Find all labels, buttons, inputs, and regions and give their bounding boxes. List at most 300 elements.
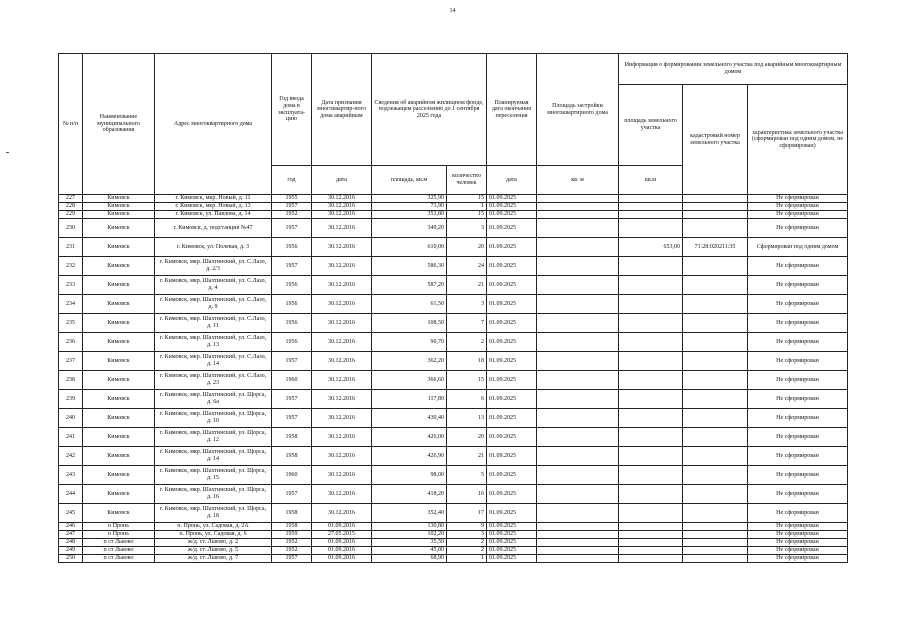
row-building-area <box>537 352 619 371</box>
row-building-area <box>537 257 619 276</box>
row-area: 610,00 <box>372 238 447 257</box>
table-row <box>59 211 848 219</box>
row-address: г. Кимовск, мкр. Шахтинский, ул. Щорса, д. 15 <box>155 466 272 485</box>
row-year: 1957 <box>272 555 312 563</box>
row-address: г. Кимовск, мкр. Шахтинский, ул. Щорса, д. 18 <box>155 504 272 523</box>
row-address: п. Пронь, ул. Садовая, д. 2А <box>155 523 272 531</box>
row-cadastral <box>683 485 748 504</box>
row-land-characteristic: Не сформирован <box>748 547 848 555</box>
row-land-area <box>619 539 683 547</box>
row-building-area <box>537 547 619 555</box>
row-number: 231 <box>59 238 83 257</box>
row-area: 587,20 <box>372 276 447 295</box>
table-row <box>59 219 848 238</box>
row-cadastral <box>683 531 748 539</box>
row-year: 1956 <box>272 295 312 314</box>
row-land-area <box>619 211 683 219</box>
row-planned-date: 01.09.2025 <box>487 390 537 409</box>
row-planned-date: 01.09.2025 <box>487 257 537 276</box>
unit-year: год <box>272 166 312 195</box>
row-land-area <box>619 314 683 333</box>
row-planned-date: 01.09.2025 <box>487 539 537 547</box>
row-municipality: Кимовск <box>83 390 155 409</box>
row-recognition-date: 30.12.2016 <box>312 371 372 390</box>
row-number: 229 <box>59 211 83 219</box>
row-area: 426,00 <box>372 428 447 447</box>
row-recognition-date: 30.12.2016 <box>312 485 372 504</box>
row-planned-date: 01.09.2025 <box>487 531 537 539</box>
row-year: 1956 <box>272 333 312 352</box>
row-building-area <box>537 238 619 257</box>
row-land-area <box>619 276 683 295</box>
row-building-area <box>537 555 619 563</box>
row-people: 3 <box>447 295 487 314</box>
row-people: 2 <box>447 333 487 352</box>
row-cadastral <box>683 466 748 485</box>
row-year: 1957 <box>272 203 312 211</box>
row-number: 239 <box>59 390 83 409</box>
row-recognition-date: 30.12.2016 <box>312 238 372 257</box>
table-row <box>59 257 848 276</box>
row-area: 418,20 <box>372 485 447 504</box>
table-row <box>59 333 848 352</box>
row-cadastral: 71:28:020211:35 <box>683 238 748 257</box>
row-land-area <box>619 504 683 523</box>
table-row <box>59 523 848 531</box>
row-address: г. Кимовск, мкр. Шахтинский, ул. Щорса, д. 14 <box>155 447 272 466</box>
row-municipality: Кимовск <box>83 447 155 466</box>
row-land-characteristic: Не сформирован <box>748 276 848 295</box>
row-area: 366,60 <box>372 371 447 390</box>
row-people: 20 <box>447 428 487 447</box>
row-cadastral <box>683 371 748 390</box>
row-municipality: п ст Львово <box>83 555 155 563</box>
row-planned-date: 01.09.2025 <box>487 447 537 466</box>
row-people: 9 <box>447 523 487 531</box>
row-planned-date: 01.09.2025 <box>487 314 537 333</box>
row-year: 1952 <box>272 211 312 219</box>
row-recognition-date: 30.12.2016 <box>312 428 372 447</box>
row-number: 242 <box>59 447 83 466</box>
row-municipality: Кимовск <box>83 485 155 504</box>
row-year: 1959 <box>272 531 312 539</box>
row-people: 24 <box>447 257 487 276</box>
row-year: 1957 <box>272 485 312 504</box>
row-people: 21 <box>447 276 487 295</box>
header-recognition-date: Дата признания многоквартир-ного дома аварийным <box>312 54 372 166</box>
row-people: 15 <box>447 195 487 203</box>
page-number: 14 <box>449 8 456 14</box>
row-year: 1957 <box>272 409 312 428</box>
row-municipality: Кимовск <box>83 195 155 203</box>
row-address: г. Кимовск, ул. Полевая, д. 3 <box>155 238 272 257</box>
row-land-characteristic: Не сформирован <box>748 523 848 531</box>
row-building-area <box>537 539 619 547</box>
row-recognition-date: 30.12.2016 <box>312 211 372 219</box>
header-building-area: Площадь застройки многоквартирного дома <box>537 54 619 166</box>
row-building-area <box>537 295 619 314</box>
header-emergency-info: Сведения об аварийном жилищном фонде, подлежащем расселению до 1 сентября 2025 года <box>372 54 487 166</box>
row-number: 238 <box>59 371 83 390</box>
row-land-area <box>619 555 683 563</box>
header-cadastral: кадастровый номер земельного участка <box>683 85 748 195</box>
row-municipality: Кимовск <box>83 371 155 390</box>
row-recognition-date: 30.12.2016 <box>312 219 372 238</box>
row-planned-date: 01.09.2025 <box>487 333 537 352</box>
header-address: Адрес многоквартирного дома <box>155 54 272 195</box>
row-address: г. Кимовск, мкр. Шахтинский, ул. С.Лазо, д. 23 <box>155 371 272 390</box>
row-planned-date: 01.09.2025 <box>487 555 537 563</box>
row-municipality: Кимовск <box>83 428 155 447</box>
row-area: 362,20 <box>372 352 447 371</box>
row-building-area <box>537 523 619 531</box>
row-recognition-date: 30.12.2016 <box>312 314 372 333</box>
row-land-area <box>619 485 683 504</box>
row-municipality: Кимовск <box>83 295 155 314</box>
table-row <box>59 203 848 211</box>
header-land-area: площадь земельного участка <box>619 85 683 166</box>
row-people: 3 <box>447 531 487 539</box>
unit-area: площадь, кв.м <box>372 166 447 195</box>
row-land-characteristic: Не сформирован <box>748 409 848 428</box>
row-municipality: Кимовск <box>83 203 155 211</box>
row-land-characteristic: Не сформирован <box>748 555 848 563</box>
row-number: 244 <box>59 485 83 504</box>
row-area: 35,50 <box>372 539 447 547</box>
row-address: г. Кимовск, мкр. Новый, д. 11 <box>155 195 272 203</box>
row-building-area <box>537 531 619 539</box>
row-cadastral <box>683 203 748 211</box>
row-area: 349,20 <box>372 219 447 238</box>
row-building-area <box>537 428 619 447</box>
row-land-characteristic: Не сформирован <box>748 333 848 352</box>
row-area: 102,20 <box>372 531 447 539</box>
table-row <box>59 295 848 314</box>
table-row <box>59 539 848 547</box>
row-recognition-date: 30.12.2016 <box>312 276 372 295</box>
row-municipality: Кимовск <box>83 257 155 276</box>
row-cadastral <box>683 523 748 531</box>
header-land-characteristic: характеристика земельного участка (сформирован под одним домом, не сформирован) <box>748 85 848 195</box>
row-people: 18 <box>447 352 487 371</box>
row-address: г. Кимовск, д. подстанция №47 <box>155 219 272 238</box>
row-year: 1960 <box>272 371 312 390</box>
row-land-area <box>619 428 683 447</box>
emergency-housing-table <box>58 53 848 563</box>
row-address: г. Кимовск, мкр. Шахтинский, ул. С.Лазо, д. 9 <box>155 295 272 314</box>
row-land-area <box>619 531 683 539</box>
unit-build-area: кв. м <box>537 166 619 195</box>
unit-land-area: кв.м <box>619 166 683 195</box>
row-cadastral <box>683 555 748 563</box>
row-people: 15 <box>447 211 487 219</box>
row-building-area <box>537 195 619 203</box>
row-year: 1952 <box>272 547 312 555</box>
row-building-area <box>537 314 619 333</box>
table-row <box>59 466 848 485</box>
row-area: 45,00 <box>372 547 447 555</box>
header-planned-date: Планируемая дата окончания переселения <box>487 54 537 166</box>
row-municipality: Кимовск <box>83 211 155 219</box>
row-planned-date: 01.09.2025 <box>487 211 537 219</box>
row-planned-date: 01.09.2025 <box>487 547 537 555</box>
row-year: 1960 <box>272 466 312 485</box>
row-cadastral <box>683 409 748 428</box>
row-municipality: Кимовск <box>83 314 155 333</box>
row-address: п. Пронь, ул. Садовая, д. 6 <box>155 531 272 539</box>
row-land-area <box>619 523 683 531</box>
row-year: 1958 <box>272 523 312 531</box>
row-year: 1955 <box>272 195 312 203</box>
row-recognition-date: 30.12.2016 <box>312 504 372 523</box>
row-recognition-date: 30.12.2016 <box>312 203 372 211</box>
row-people: 5 <box>447 466 487 485</box>
row-land-area <box>619 203 683 211</box>
row-address: г. Кимовск, мкр. Шахтинский, ул. С.Лазо, д. 13 <box>155 333 272 352</box>
row-number: 228 <box>59 203 83 211</box>
unit-people: количество человек <box>447 166 487 195</box>
row-building-area <box>537 219 619 238</box>
row-number: 247 <box>59 531 83 539</box>
row-land-area <box>619 352 683 371</box>
row-recognition-date: 01.09.2016 <box>312 539 372 547</box>
row-people: 20 <box>447 238 487 257</box>
row-recognition-date: 30.12.2016 <box>312 409 372 428</box>
row-recognition-date: 01.09.2016 <box>312 547 372 555</box>
row-planned-date: 01.09.2025 <box>487 295 537 314</box>
row-number: 243 <box>59 466 83 485</box>
row-area: 90,70 <box>372 333 447 352</box>
row-planned-date: 01.09.2025 <box>487 352 537 371</box>
row-address: г. Кимовск, мкр. Шахтинский, ул. С.Лазо, д. 2/3 <box>155 257 272 276</box>
row-number: 245 <box>59 504 83 523</box>
row-land-area <box>619 295 683 314</box>
row-planned-date: 01.09.2025 <box>487 371 537 390</box>
header-num: № п/п <box>59 54 83 195</box>
row-address: г. Кимовск, ул. Павлова, д. 14 <box>155 211 272 219</box>
row-municipality: Кимовск <box>83 219 155 238</box>
header-year: Год ввода дома в эксплуата-цию <box>272 54 312 166</box>
table-body <box>59 195 848 563</box>
row-people: 13 <box>447 409 487 428</box>
row-people: 6 <box>447 390 487 409</box>
row-year: 1956 <box>272 276 312 295</box>
table-row <box>59 447 848 466</box>
row-municipality: п ст Львово <box>83 547 155 555</box>
row-municipality: п Пронь <box>83 531 155 539</box>
row-people: 21 <box>447 447 487 466</box>
row-land-characteristic: Не сформирован <box>748 352 848 371</box>
header-municipality: Наименование муниципального образования <box>83 54 155 195</box>
row-address: г. Кимовск, мкр. Шахтинский, ул. С.Лазо, д. 11 <box>155 314 272 333</box>
row-number: 248 <box>59 539 83 547</box>
row-address: г. Кимовск, мкр. Шахтинский, ул. Щорса, д. 10 <box>155 409 272 428</box>
row-planned-date: 01.09.2025 <box>487 523 537 531</box>
row-planned-date: 01.09.2025 <box>487 485 537 504</box>
row-land-area <box>619 447 683 466</box>
header-land-info: Информация о формировании земельного участка под аварийным многоквартирным домом <box>619 54 848 85</box>
row-planned-date: 01.09.2025 <box>487 195 537 203</box>
row-recognition-date: 30.12.2016 <box>312 447 372 466</box>
row-address: ж/д. ст. Львово, д. 5 <box>155 547 272 555</box>
row-recognition-date: 01.09.2016 <box>312 555 372 563</box>
row-year: 1957 <box>272 219 312 238</box>
row-planned-date: 01.09.2025 <box>487 504 537 523</box>
row-cadastral <box>683 257 748 276</box>
row-cadastral <box>683 314 748 333</box>
row-planned-date: 01.09.2025 <box>487 276 537 295</box>
row-land-area: 653,00 <box>619 238 683 257</box>
row-year: 1956 <box>272 314 312 333</box>
table-row <box>59 547 848 555</box>
row-number: 241 <box>59 428 83 447</box>
row-people: 2 <box>447 547 487 555</box>
row-people: 3 <box>447 219 487 238</box>
row-planned-date: 01.09.2025 <box>487 409 537 428</box>
row-building-area <box>537 409 619 428</box>
row-land-characteristic: Не сформирован <box>748 447 848 466</box>
margin-mark <box>6 152 9 153</box>
row-year: 1958 <box>272 504 312 523</box>
row-land-area <box>619 219 683 238</box>
row-area: 352,40 <box>372 504 447 523</box>
row-cadastral <box>683 539 748 547</box>
row-address: ж/д. ст. Львово, д. 7 <box>155 555 272 563</box>
row-planned-date: 01.09.2025 <box>487 219 537 238</box>
row-building-area <box>537 504 619 523</box>
row-cadastral <box>683 504 748 523</box>
row-building-area <box>537 211 619 219</box>
row-address: г. Кимовск, мкр. Шахтинский, ул. С.Лазо, д. 14 <box>155 352 272 371</box>
row-area: 430,40 <box>372 409 447 428</box>
row-municipality: Кимовск <box>83 276 155 295</box>
row-year: 1958 <box>272 447 312 466</box>
row-land-area <box>619 371 683 390</box>
row-planned-date: 01.09.2025 <box>487 238 537 257</box>
row-land-characteristic: Не сформирован <box>748 314 848 333</box>
row-people: 15 <box>447 371 487 390</box>
row-land-area <box>619 257 683 276</box>
row-area: 130,80 <box>372 523 447 531</box>
row-year: 1957 <box>272 352 312 371</box>
row-number: 227 <box>59 195 83 203</box>
table-row <box>59 409 848 428</box>
row-land-characteristic: Не сформирован <box>748 390 848 409</box>
row-recognition-date: 30.12.2016 <box>312 257 372 276</box>
row-people: 7 <box>447 314 487 333</box>
table-row <box>59 428 848 447</box>
row-number: 234 <box>59 295 83 314</box>
row-land-characteristic: Не сформирован <box>748 485 848 504</box>
row-municipality: Кимовск <box>83 504 155 523</box>
row-cadastral <box>683 547 748 555</box>
row-land-characteristic: Не сформирован <box>748 371 848 390</box>
row-municipality: п ст Львово <box>83 539 155 547</box>
row-recognition-date: 30.12.2016 <box>312 333 372 352</box>
row-land-characteristic: Не сформирован <box>748 257 848 276</box>
table-row <box>59 195 848 203</box>
row-land-characteristic: Не сформирован <box>748 219 848 238</box>
row-building-area <box>537 333 619 352</box>
row-address: г. Кимовск, мкр. Шахтинский, ул. Щорса, д. 6а <box>155 390 272 409</box>
row-municipality: Кимовск <box>83 409 155 428</box>
row-land-characteristic: Не сформирован <box>748 531 848 539</box>
row-municipality: Кимовск <box>83 333 155 352</box>
row-land-characteristic: Не сформирован <box>748 295 848 314</box>
row-cadastral <box>683 390 748 409</box>
table-row <box>59 485 848 504</box>
row-number: 249 <box>59 547 83 555</box>
row-cadastral <box>683 211 748 219</box>
table-row <box>59 555 848 563</box>
row-recognition-date: 30.12.2016 <box>312 352 372 371</box>
row-recognition-date: 30.12.2016 <box>312 390 372 409</box>
row-municipality: Кимовск <box>83 352 155 371</box>
row-number: 250 <box>59 555 83 563</box>
row-recognition-date: 01.09.2016 <box>312 523 372 531</box>
row-area: 117,80 <box>372 390 447 409</box>
row-recognition-date: 30.12.2016 <box>312 466 372 485</box>
row-recognition-date: 30.12.2016 <box>312 195 372 203</box>
row-number: 246 <box>59 523 83 531</box>
row-address: г. Кимовск, мкр. Шахтинский, ул. Щорса, д. 16 <box>155 485 272 504</box>
row-address: г. Кимовск, мкр. Шахтинский, ул. С.Лазо, д. 4 <box>155 276 272 295</box>
row-people: 16 <box>447 485 487 504</box>
row-land-characteristic: Не сформирован <box>748 428 848 447</box>
row-planned-date: 01.09.2025 <box>487 428 537 447</box>
table-row <box>59 238 848 257</box>
row-cadastral <box>683 276 748 295</box>
row-land-characteristic: Не сформирован <box>748 539 848 547</box>
row-year: 1956 <box>272 238 312 257</box>
row-land-characteristic: Сформирован под одним домом <box>748 238 848 257</box>
row-area: 353,80 <box>372 211 447 219</box>
unit-date: дата <box>312 166 372 195</box>
row-recognition-date: 30.12.2016 <box>312 295 372 314</box>
table-row <box>59 314 848 333</box>
row-cadastral <box>683 219 748 238</box>
row-building-area <box>537 203 619 211</box>
table-row <box>59 504 848 523</box>
row-number: 233 <box>59 276 83 295</box>
row-year: 1958 <box>272 428 312 447</box>
row-cadastral <box>683 195 748 203</box>
row-number: 240 <box>59 409 83 428</box>
row-land-characteristic: Не сформирован <box>748 195 848 203</box>
unit-planned: дата <box>487 166 537 195</box>
row-land-area <box>619 333 683 352</box>
row-land-area <box>619 466 683 485</box>
row-area: 68,90 <box>372 555 447 563</box>
row-planned-date: 01.09.2025 <box>487 466 537 485</box>
row-cadastral <box>683 428 748 447</box>
row-number: 235 <box>59 314 83 333</box>
row-land-area <box>619 547 683 555</box>
row-land-area <box>619 390 683 409</box>
row-area: 325,90 <box>372 195 447 203</box>
table-row <box>59 371 848 390</box>
row-address: г. Кимовск, мкр. Новый, д. 13 <box>155 203 272 211</box>
row-year: 1957 <box>272 390 312 409</box>
row-year: 1952 <box>272 539 312 547</box>
row-people: 1 <box>447 203 487 211</box>
row-cadastral <box>683 447 748 466</box>
row-area: 426,90 <box>372 447 447 466</box>
row-land-characteristic: Не сформирован <box>748 504 848 523</box>
table-row <box>59 390 848 409</box>
row-area: 586,30 <box>372 257 447 276</box>
row-building-area <box>537 276 619 295</box>
